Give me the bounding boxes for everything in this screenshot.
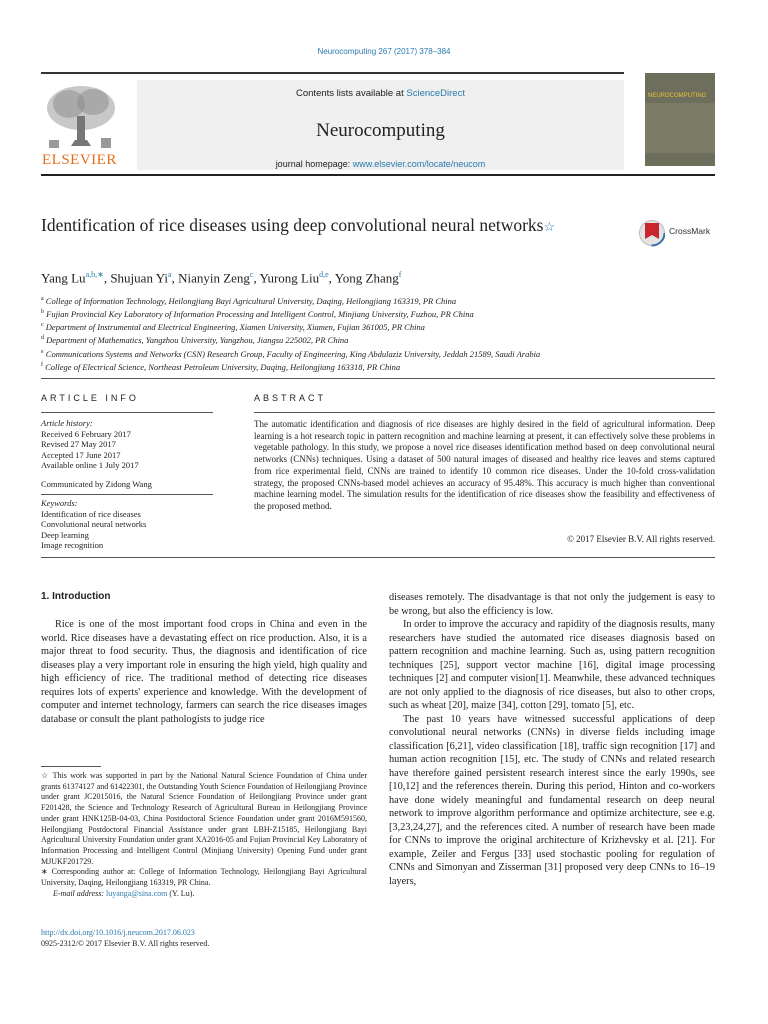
abstract-rule <box>254 412 715 413</box>
author-name: Yurong Liu <box>259 270 320 286</box>
crossmark-icon <box>639 219 665 247</box>
email-suffix: (Y. Lu). <box>167 888 195 898</box>
affiliation-mark: e <box>41 348 44 355</box>
header-top-rule <box>41 72 624 74</box>
section-heading: 1. Introduction <box>41 591 111 602</box>
keyword: Image recognition <box>41 540 104 550</box>
footnotes <box>41 771 367 899</box>
cover-band <box>645 103 715 153</box>
doi-block <box>41 927 209 949</box>
history-entry: Accepted 17 June 2017 <box>41 449 121 460</box>
affiliation <box>41 294 540 307</box>
issn-line: 0925-2312/© 2017 Elsevier B.V. All rights reserved. <box>41 939 210 948</box>
publisher-wordmark: ELSEVIER <box>42 152 117 168</box>
footnote-rule <box>41 766 101 767</box>
article-title <box>41 214 601 238</box>
affiliation-text: College of Information Technology, Heilongjiang Bayi Agricultural University, Daqing, Heilongjiang 163319, PR China <box>45 295 457 306</box>
article-history <box>41 418 213 471</box>
title-footnote-star[interactable]: ☆ <box>543 219 556 234</box>
journal-cover-thumbnail[interactable] <box>645 73 715 166</box>
article-info-heading: ARTICLE INFO <box>41 393 139 403</box>
homepage-link[interactable]: www.elsevier.com/locate/neucom <box>352 159 486 169</box>
author-affil-marks[interactable]: a,b,∗ <box>85 270 104 279</box>
affiliation <box>41 360 540 373</box>
author-separator: , <box>103 270 111 286</box>
abstract-heading: ABSTRACT <box>254 393 327 403</box>
crossmark-badge[interactable] <box>639 219 719 247</box>
author-affil-marks[interactable]: d,e <box>319 270 329 279</box>
communicated-by: Communicated by Zidong Wang <box>41 479 152 489</box>
affiliation <box>41 320 540 333</box>
affiliation-text: Fujian Provincial Key Laboratory of Information Processing and Intelligent Control, Minjiang University, Fuzhou, PR China <box>46 308 474 319</box>
author-affil-marks[interactable]: f <box>398 270 402 279</box>
funding-footnote: ☆ This work was supported in part by the National Natural Science Foundation of China under grants 61374127 and 61422301, the Outstanding Youth Science Foundation of Heilongjiang Province under grant JC2015016, the Natural Science Foundation of Heilongjiang Province under grant F201428, the Science and Technology Research of Agricultural Bureau in Heilongjiang Province under grant HNK125B-04-03, China Postdoctoral Science Foundation under grant 2016M591560, Heilongjiang Postdoctoral Financial Assistance under grant LBH-Z15185, Heilongjiang Bayi Agricultural University Foundation under grant XA2016-05 and Fujian Provincial Key Laboratory of Information Processing and Intelligent Control (Minjiang University) Opening Fund under grant MJUKF201729. <box>41 771 367 866</box>
journal-title-box <box>137 80 624 170</box>
history-label: Article history: <box>41 418 93 428</box>
article-info-rule <box>41 412 213 413</box>
keyword: Identification of rice diseases <box>41 508 141 519</box>
affiliation <box>41 307 540 320</box>
author-separator: , <box>171 270 179 286</box>
email-link[interactable]: luyanga@sina.com <box>106 888 168 898</box>
paragraph: Rice is one of the most important food crops in China and even in the world. Rice diseases have a devastating effect on rice production. Also, it is a major threat to food security. Thus, the diagnosis and identification of rice diseases play a very important role in ensuring the high yield, high quality and high efficiency of rice. The traditional method of detecting rice diseases requires lots of experts' experience and knowledge. With the development of computer and internet technology, farmers can search the rice diseases images database or consult the plant pathologists to judge rice <box>41 619 367 725</box>
journal-citation[interactable]: Neurocomputing 267 (2017) 378–384 <box>317 47 451 56</box>
keywords <box>41 498 213 551</box>
left-column-body <box>41 618 367 726</box>
email-label: E-mail address: <box>53 888 107 898</box>
keyword: Deep learning <box>41 529 89 540</box>
affiliation <box>41 347 540 360</box>
sciencedirect-link[interactable]: ScienceDirect <box>406 88 465 99</box>
section-divider <box>41 557 715 558</box>
header-bottom-rule <box>41 174 715 176</box>
contents-line <box>137 88 624 99</box>
abstract-copyright: © 2017 Elsevier B.V. All rights reserved. <box>567 534 715 544</box>
affiliation-mark: b <box>41 309 44 316</box>
paragraph: The past 10 years have witnessed successful applications of deep convolutional neural networks (CNNs) in diverse fields including image classification [6,21], video classification [18], traffic sign recognition [17] and human action recognition [15], etc. The study of CNNs and related research have therefore gained persistent research interest since the early 1990s, see [10,12] and the references therein. During this period, Hinton and co-workers have done widely meaningful and fundamental research on deep neural network to improve algorithm performance and optimize architecture, see e.g. [3,23,24,27], and the references cited. A number of research have been made for CNNs to improve the original architecture of Krizhevsky et al. [21]. For example, Zeiler and Fergus [33] used stochastic pooling for regulation of CNNs and Simonyan and Zisserman [31] proposed very deep CNNs to 16–19 layers, <box>389 713 715 887</box>
affiliation-text: College of Electrical Science, Northeast Petroleum University, Daqing, Heilongjiang 163318, PR China <box>45 361 401 372</box>
affiliation-text: Department of Instrumental and Electrical Engineering, Xiamen University, Xiamen, Fujian 361005, PR China <box>45 322 425 333</box>
journal-name: Neurocomputing <box>316 120 445 141</box>
affiliation-mark: d <box>41 335 44 342</box>
affiliation-mark: f <box>41 361 43 368</box>
author-name: Yong Zhang <box>334 270 399 286</box>
journal-header <box>41 72 715 176</box>
affiliation-mark: c <box>41 322 44 329</box>
paragraph-continued: diseases remotely. The disadvantage is that not only the judgement is easy to be wrong, but also the efficiency is low. <box>389 592 715 617</box>
email-footnote <box>41 889 367 900</box>
author-list <box>41 270 401 286</box>
article-title-text: Identification of rice diseases using deep convolutional neural networks <box>41 215 544 235</box>
cover-title: NEUROCOMPUTING <box>648 93 707 99</box>
contents-prefix: Contents lists available at <box>296 88 407 99</box>
homepage-prefix: journal homepage: <box>275 159 353 169</box>
author-name: Nianyin Zeng <box>178 270 250 286</box>
history-entry: Available online 1 July 2017 <box>41 460 139 470</box>
keywords-rule <box>41 494 213 495</box>
author-affil-marks[interactable]: a <box>168 270 172 279</box>
right-column-body <box>389 591 715 888</box>
paragraph: In order to improve the accuracy and rapidity of the diagnosis results, many researchers have studied the automated rice diseases diagnosis based on pattern recognition and machine learning. Such as, using pattern recognition techniques [25], support vector machine [16], digital image processing techniques [2] and computer vision[1]. Meanwhile, these advanced techniques are not only applied to the diagnosis of rice diseases, but also to other crops, such as wheat [20], maize [34], cotton [29], tomato [5], etc. <box>389 619 715 711</box>
homepage-line <box>137 159 624 169</box>
affiliation-text: Communications Systems and Networks (CSN) Research Group, Faculty of Engineering, King Abdulaziz University, Jeddah 21589, Saudi Arabia <box>45 348 541 359</box>
author-separator: , <box>328 270 335 286</box>
author-separator: , <box>253 270 260 286</box>
section-divider <box>41 378 715 379</box>
author-name: Yang Lu <box>41 270 86 286</box>
keywords-label: Keywords: <box>41 498 78 508</box>
corresponding-author-footnote: ∗ Corresponding author at: College of Information Technology, Heilongjiang Bayi Agricultural University, Daqing, Heilongjiang 163319, PR China. <box>41 867 367 888</box>
affiliation <box>41 333 540 346</box>
doi-link[interactable]: http://dx.doi.org/10.1016/j.neucom.2017.06.023 <box>41 928 195 937</box>
crossmark-label: CrossMark <box>669 226 711 236</box>
abstract-text: The automatic identification and diagnosis of rice diseases are highly desired in the field of agricultural information. Deep learning is a hot research topic in pattern recognition and machine learning at present, it can effectively solve these problems in vegetable pathology. In this study, we propose a novel rice diseases identification method based on deep convolutional neural networks (CNNs) techniques. Using a dataset of 500 natural images of diseased and healthy rice leaves and stems captured from rice experimental field, CNNs are trained to identify 10 common rice diseases. Under the 10-fold cross-validation strategy, the proposed CNNs-based model achieves an accuracy of 95.48%. This accuracy is much higher than conventional machine learning model. The simulation results for the identification of rice diseases show the feasibility and effectiveness of the proposed method. <box>254 419 715 511</box>
history-entry: Revised 27 May 2017 <box>41 439 116 449</box>
author-affil-marks[interactable]: c <box>249 270 254 279</box>
history-entry: Received 6 February 2017 <box>41 428 131 439</box>
keyword: Convolutional neural networks <box>41 519 147 529</box>
affiliation-list <box>41 294 540 373</box>
author-name: Shujuan Yi <box>110 270 168 286</box>
affiliation-mark: a <box>41 296 44 302</box>
affiliation-text: Department of Mathematics, Yangzhou University, Yangzhou, Jiangsu 225002, PR China <box>46 335 349 346</box>
